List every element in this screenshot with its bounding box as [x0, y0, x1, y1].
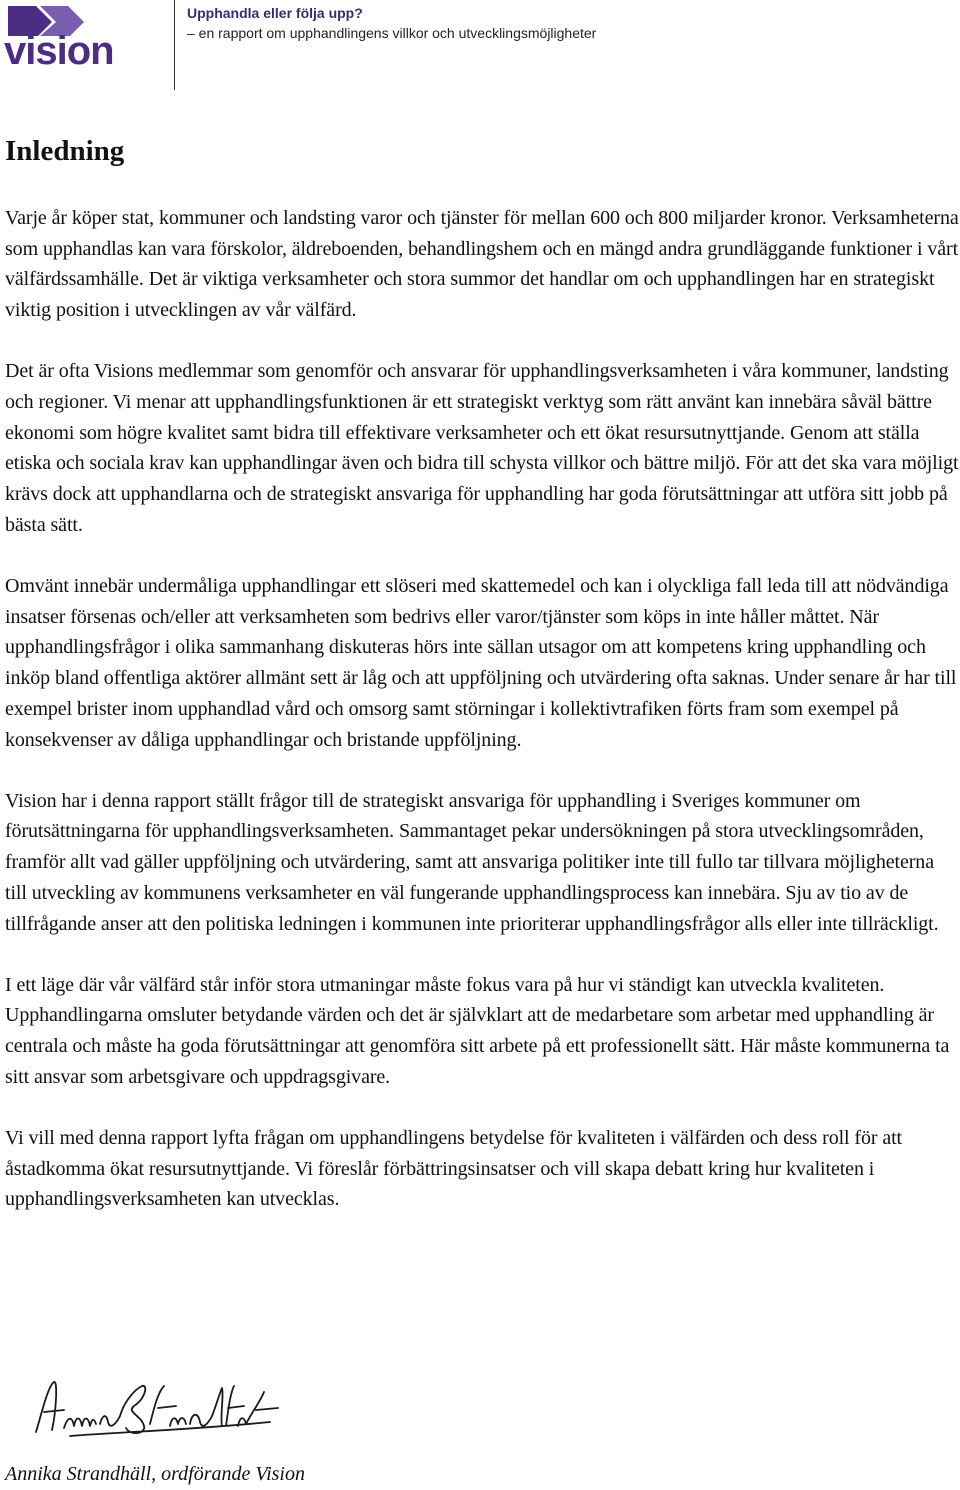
body-text	[5, 203, 960, 1246]
header-divider	[174, 0, 175, 90]
paragraph: I ett läge där vår välfärd står inför stora utmaningar måste fokus vara på hur vi ständigt kan utveckla kvaliteten. Upphandlingarna omsluter betydande värden och det är självklart att de medarbetare som arbetar med upphandling är centrala och måste ha goda förutsättningar att genomföra sitt arbete på ett professionellt sätt. Här måste kommunerna ta sitt ansvar som arbetsgivare och uppdragsgivare.	[5, 973, 950, 1088]
paragraph: Varje år köper stat, kommuner och landsting varor och tjänster för mellan 600 och 800 miljarder kronor. Verksamheterna som upphandlas kan vara förskolor, äldreboenden, behandlingshem och en mängd andra grundläggande funktioner i vårt välfärdssamhälle. Det är viktiga verksamheter och stora summor det handlar om och upphandlingen har en strategiskt viktig position i utvecklingen av vår välfärd.	[5, 207, 959, 322]
paragraph: Vision har i denna rapport ställt frågor till de strategiskt ansvariga för upphandling i Sveriges kommuner om förutsättningarna för upphandlingsverksamheten. Sammantaget pekar undersökningen på stora utvecklingsområden, framför allt vad gäller uppföljning och utvärdering, samt att ansvariga politiker inte till fullo tar tillvara möjligheterna till utveckling av kommunens verksamheter en väl fungerande upphandlingsprocess kan innebära. Sju av tio av de tillfrågande anser att den politiska ledningen i kommunen inte prioriterar upphandlingsfrågor alls eller inte tillräckligt.	[5, 789, 939, 935]
signoff: Annika Strandhäll, ordförande Vision	[5, 1463, 305, 1485]
document-title: Upphandla eller följa upp?	[187, 5, 363, 21]
section-heading: Inledning	[5, 135, 125, 167]
paragraph: Det är ofta Visions medlemmar som genomför och ansvarar för upphandlingsverksamheten i våra kommuner, landsting och regioner. Vi menar att upphandlingsfunktionen är ett strategiskt verktyg som rätt använt kan innebära såväl bättre ekonomi som högre kvalitet samt bidra till effektivare verksamheter och ett ökat resursutnyttjande. Genom att ställa etiska och sociala krav kan upphandlingar även och bidra till schysta villkor och bättre miljö. För att det ska vara möjligt krävs dock att upphandlarna och de strategiskt ansvariga för upphandling har goda förutsättningar att utföra sitt jobb på bästa sätt.	[5, 360, 959, 536]
handwritten-signature	[30, 1372, 290, 1442]
paragraph: Vi vill med denna rapport lyfta frågan om upphandlingens betydelse för kvaliteten i välfärden och dess roll för att åstadkomma ökat resursutnyttjande. Vi föreslår förbättringsinsatser och vill skapa debatt kring hur kvaliteten i upphandlingsverksamheten kan utvecklas.	[5, 1127, 903, 1211]
paragraph: Omvänt innebär undermåliga upphandlingar ett slöseri med skattemedel och kan i olyckliga fall leda till att nödvändiga insatser försenas och/eller att verksamheten som bedrivs eller varor/tjänster som köps in inte håller måttet. När upphandlingsfrågor i olika sammanhang diskuteras hörs inte sällan utsagor om att kompetens kring upphandling och inköp bland offentliga aktörer allmänt sett är låg och att uppföljning och utvärdering ofta saknas. Under senare år har till exempel brister inom upphandlad vård och omsorg samt störningar i kollektivtrafiken förts fram som exempel på konsekvenser av dåliga upphandlingar och bristande uppföljning.	[5, 575, 957, 751]
logo-wordmark: vision	[4, 29, 114, 68]
vision-logo	[4, 2, 146, 68]
document-subtitle: – en rapport om upphandlingens villkor och utvecklingsmöjligheter	[187, 25, 597, 41]
